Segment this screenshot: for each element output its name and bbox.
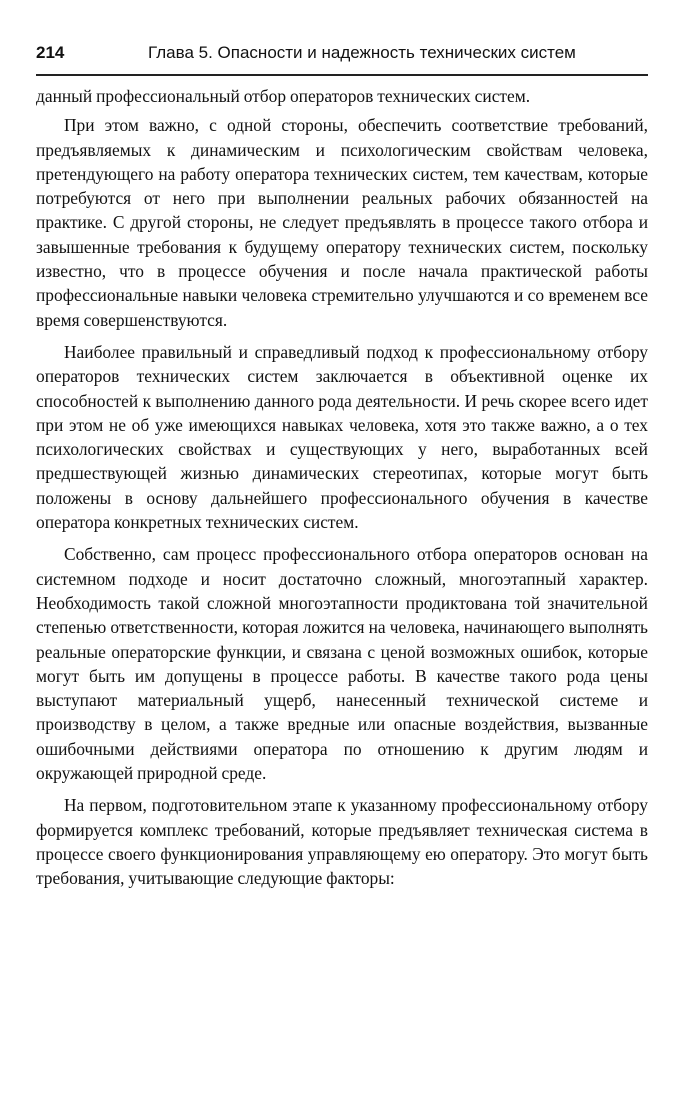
paragraph: Собственно, сам процесс профессионального отбора операторов основан на системном подходе и носит достаточно сложный, многоэтапный характер. Необходимость такой сложной многоэтапности продиктована той значительной степенью ответственности, которая ложится на человека, начинающего выполнять реальные операторские функции, и связана с ценой возможных ошибок, которые могут быть им допущены в процессе работы. В качестве такого рода цены выступают материальный ущерб, нанесенный технической системе и производству в целом, а также вредные или опасные воздействия, вызванные ошибочными действиями оператора по отношению к другим людям и окружающей природной среде.	[36, 544, 648, 784]
body-text	[36, 84, 648, 891]
chapter-title: Глава 5. Опасности и надежность технических систем	[148, 43, 576, 62]
paragraph: На первом, подготовительном этапе к указанному профессиональному отбору формируется комплекс требований, которые предъявляет техническая система в процессе своего функционирования управляющему ею оператору. Это могут быть требования, учитывающие следующие факторы:	[36, 795, 648, 889]
header-divider	[36, 74, 648, 76]
page-number: 214	[36, 43, 65, 62]
paragraph: Наиболее правильный и справедливый подход к профессиональному отбору операторов технических систем заключается в объективной оценке их способностей к выполнению данного рода деятельности. И речь скорее всего идет при этом не об уже имеющихся навыках человека, хотя это также важно, а о тех психологических свойствах и существующих у него, выработанных всей предшествующей жизнью динамических стереотипах, которые могут быть положены в основу дальнейшего профессионального обучения в качестве оператора конкретных технических систем.	[36, 341, 648, 533]
paragraph: При этом важно, с одной стороны, обеспечить соответствие требований, предъявляемых к динамическим и психологическим свойствам человека, претендующего на работу оператора технических систем, тем качествам, которые потребуются от него при выполнении реальных рабочих обязанностей на практике. С другой стороны, не следует предъявлять в процессе такого отбора и завышенные требования к будущему оператору технических систем, поскольку известно, что в процессе обучения и после начала практической работы профессиональные навыки человека стремительно улучшаются и со временем все время совершенствуются.	[36, 115, 648, 330]
paragraph-continuation: данный профессиональный отбор операторов технических систем.	[36, 86, 531, 106]
running-head	[36, 40, 648, 66]
